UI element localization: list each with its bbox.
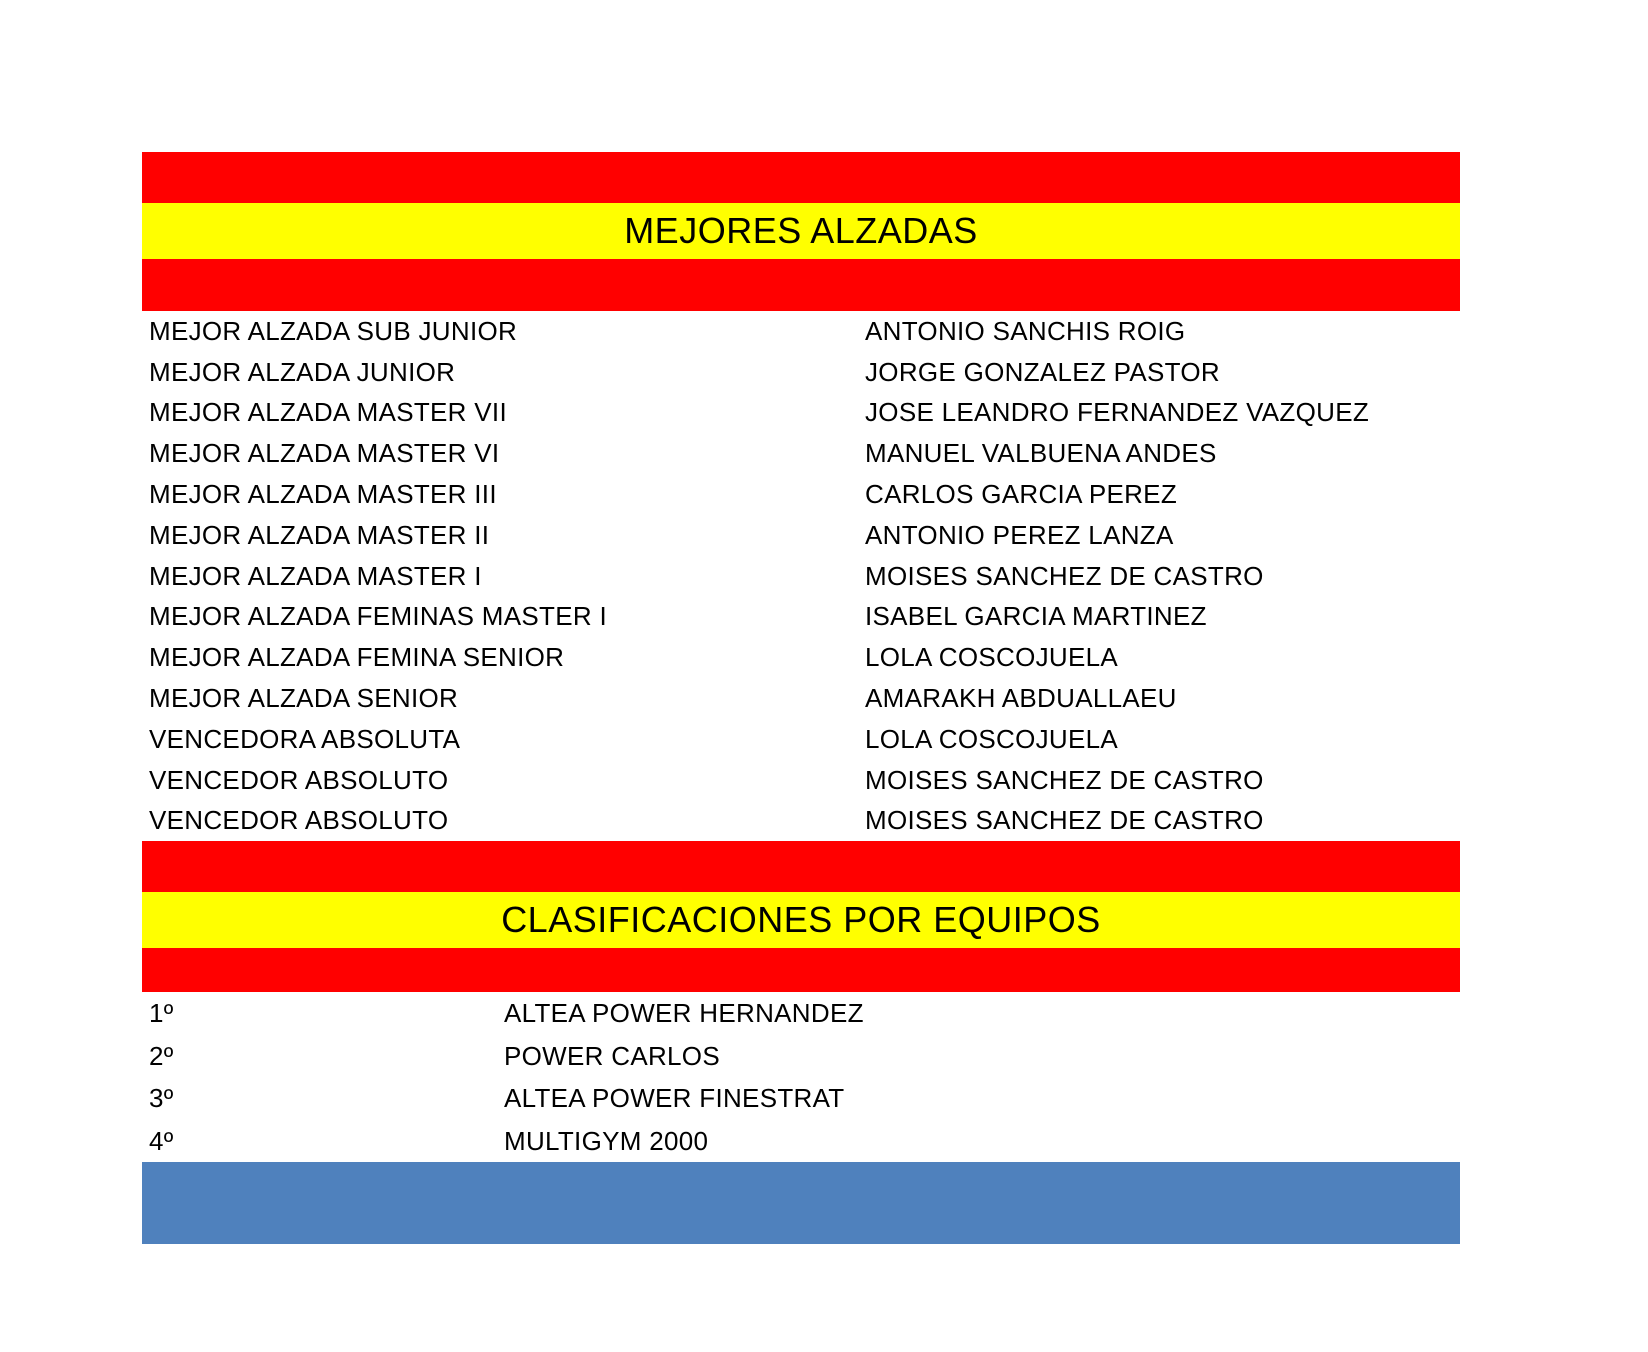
mejores-alzadas-title: MEJORES ALZADAS xyxy=(624,210,978,251)
award-category: VENCEDORA ABSOLUTA xyxy=(149,723,461,754)
award-row xyxy=(142,597,1460,638)
award-winner: ISABEL GARCIA MARTINEZ xyxy=(865,601,1207,632)
team-position: 3º xyxy=(149,1083,174,1114)
team-name: MULTIGYM 2000 xyxy=(504,1125,709,1156)
award-category: MEJOR ALZADA JUNIOR xyxy=(149,356,456,387)
award-category: MEJOR ALZADA FEMINA SENIOR xyxy=(149,642,565,673)
award-winner: JOSE LEANDRO FERNANDEZ VAZQUEZ xyxy=(865,397,1370,428)
team-name: ALTEA POWER FINESTRAT xyxy=(504,1083,845,1114)
award-row xyxy=(142,556,1460,597)
team-name: ALTEA POWER HERNANDEZ xyxy=(504,998,864,1029)
award-category: MEJOR ALZADA SUB JUNIOR xyxy=(149,315,518,346)
award-winner: MOISES SANCHEZ DE CASTRO xyxy=(865,560,1264,591)
awards-table xyxy=(142,311,1460,841)
award-category: MEJOR ALZADA FEMINAS MASTER I xyxy=(149,601,607,632)
award-winner: LOLA COSCOJUELA xyxy=(865,723,1119,754)
award-category: MEJOR ALZADA MASTER VII xyxy=(149,397,507,428)
award-winner: LOLA COSCOJUELA xyxy=(865,642,1119,673)
team-position: 2º xyxy=(149,1040,174,1071)
award-winner: CARLOS GARCIA PEREZ xyxy=(865,479,1177,510)
clasificaciones-yellow-band xyxy=(142,892,1460,948)
award-winner: MOISES SANCHEZ DE CASTRO xyxy=(865,764,1264,795)
award-row xyxy=(142,719,1460,760)
award-category: MEJOR ALZADA MASTER I xyxy=(149,560,482,591)
award-row xyxy=(142,311,1460,352)
team-name: POWER CARLOS xyxy=(504,1040,720,1071)
award-category: MEJOR ALZADA SENIOR xyxy=(149,683,459,714)
teams-table xyxy=(142,992,1460,1162)
award-category: MEJOR ALZADA MASTER III xyxy=(149,479,497,510)
results-sheet xyxy=(142,152,1460,1244)
award-winner: MOISES SANCHEZ DE CASTRO xyxy=(865,805,1264,836)
team-position: 4º xyxy=(149,1125,174,1156)
clasificaciones-title: CLASIFICACIONES POR EQUIPOS xyxy=(501,899,1101,941)
clasificaciones-red-band-bottom xyxy=(142,948,1460,992)
team-row xyxy=(142,992,1460,1035)
team-row xyxy=(142,1035,1460,1078)
award-winner: ANTONIO PEREZ LANZA xyxy=(865,519,1174,550)
award-winner: AMARAKH ABDUALLAEU xyxy=(865,683,1177,714)
footer-blue-band xyxy=(142,1162,1460,1244)
team-position: 1º xyxy=(149,998,174,1029)
award-row xyxy=(142,515,1460,556)
mejores-alzadas-yellow-band xyxy=(142,203,1460,259)
award-winner: JORGE GONZALEZ PASTOR xyxy=(865,356,1220,387)
award-category: VENCEDOR ABSOLUTO xyxy=(149,764,449,795)
award-row xyxy=(142,760,1460,801)
award-category: MEJOR ALZADA MASTER VI xyxy=(149,438,500,469)
team-row xyxy=(142,1120,1460,1163)
award-row xyxy=(142,393,1460,434)
award-row xyxy=(142,637,1460,678)
award-category: VENCEDOR ABSOLUTO xyxy=(149,805,449,836)
award-row xyxy=(142,474,1460,515)
mejores-alzadas-red-band-top xyxy=(142,152,1460,203)
clasificaciones-red-band-top xyxy=(142,841,1460,892)
award-row xyxy=(142,678,1460,719)
award-row xyxy=(142,801,1460,842)
award-row xyxy=(142,352,1460,393)
award-winner: ANTONIO SANCHIS ROIG xyxy=(865,315,1186,346)
mejores-alzadas-red-band-bottom xyxy=(142,259,1460,311)
award-winner: MANUEL VALBUENA ANDES xyxy=(865,438,1217,469)
award-row xyxy=(142,433,1460,474)
team-row xyxy=(142,1077,1460,1120)
award-category: MEJOR ALZADA MASTER II xyxy=(149,519,490,550)
